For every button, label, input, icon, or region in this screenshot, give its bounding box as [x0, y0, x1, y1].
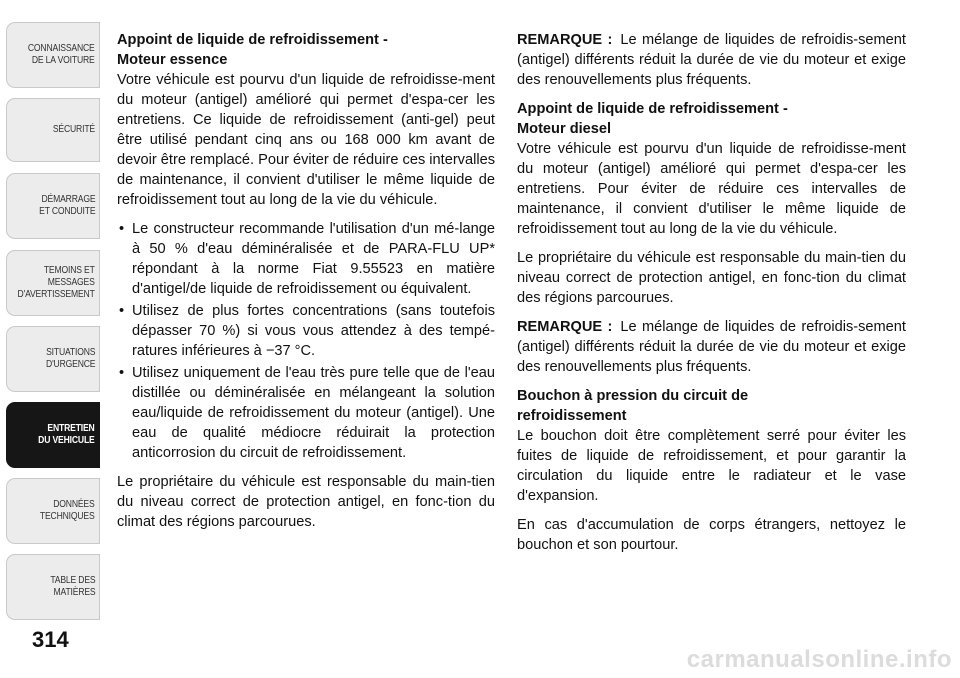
list-item: • Le constructeur recommande l'utilisation d'un mé-lange à 50 % d'eau déminéralisée et de PARA-FLU UP* répondant à la norme Fiat 9.55523 en matière d'antigel/de liquide de refroidissement ou équivalent.: [117, 219, 495, 299]
note-label: REMARQUE :: [517, 32, 613, 48]
tab-demarrage-et-conduite[interactable]: DÉMARRAGE ET CONDUITE: [6, 173, 100, 239]
paragraph: Le propriétaire du véhicule est responsable du main-tien du niveau correct de protection antigel, en fonc-tion du climat des régions parcourues.: [117, 474, 495, 530]
tab-securite[interactable]: SÉCURITÉ: [6, 98, 100, 162]
page-number: 314: [32, 627, 69, 652]
paragraph: En cas d'accumulation de corps étrangers, nettoyez le bouchon et son pourtour.: [517, 517, 906, 553]
note: [517, 30, 906, 90]
section-heading: Appoint de liquide de refroidissement - Moteur diesel: [517, 101, 788, 137]
tab-table-des-matieres[interactable]: TABLE DES MATIÈRES: [6, 554, 100, 620]
paragraph: Le propriétaire du véhicule est responsable du main-tien du niveau correct de protection antigel, en fonc-tion du climat des régions parcourues.: [517, 250, 906, 306]
paragraph: Le bouchon doit être complètement serré pour éviter les fuites de liquide de refroidissement, et pour garantir la circulation du liquide entre le radiateur et le vase d'expansion.: [517, 428, 906, 504]
tab-donnees-techniques[interactable]: DONNÉES TECHNIQUES: [6, 478, 100, 544]
paragraph: Votre véhicule est pourvu d'un liquide de refroidisse-ment du moteur (antigel) amélioré qui permet d'espa-cer les entretiens. Ce liquide de refroidissement (anti-gel) peut être utilisé pendant cinq ans ou 168 000 km avant de devoir être remplacé. Pour éviter de réduire ces intervalles de maintenance, il convient d'utiliser le même liquide de refroidissement tout au long de la vie du véhicule.: [117, 72, 495, 208]
list-item: • Utilisez uniquement de l'eau très pure telle que de l'eau distillée ou déminéralisée en mélangeant la solution eau/liquide de refroidissement du moteur (antigel). Une eau de qualité médiocre réduirait la protection anticorrosion du circuit de refroidissement.: [117, 363, 495, 463]
note-text: Le mélange de liquides de refroidis-sement (antigel) différents réduit la durée de vie du moteur et exige des renouvellements plus fréquents.: [517, 32, 906, 88]
right-column: [517, 30, 906, 564]
tab-connaissance-de-la-voiture[interactable]: CONNAISSANCE DE LA VOITURE: [6, 22, 100, 88]
note-text: Le mélange de liquides de refroidis-sement (antigel) différents réduit la durée de vie du moteur et exige des renouvellements plus fréquents.: [517, 319, 906, 375]
list-item: • Utilisez de plus fortes concentrations (sans toutefois dépasser 70 %) si vous vous attendez à des tempé-ratures inférieures à −37 °C.: [117, 301, 495, 361]
note: [517, 317, 906, 377]
tab-situations-d-urgence[interactable]: SITUATIONS D'URGENCE: [6, 326, 100, 392]
tab-entretien-du-vehicule[interactable]: ENTRETIEN DU VEHICULE: [6, 402, 100, 468]
section-heading: Appoint de liquide de refroidissement - Moteur essence: [117, 32, 388, 68]
bullet-list: [117, 219, 495, 463]
watermark: carmanualsonline.info: [686, 646, 952, 673]
section-heading: Bouchon à pression du circuit de refroidissement: [517, 388, 749, 424]
note-label: REMARQUE :: [517, 319, 613, 335]
tab-temoins-et-messages[interactable]: TEMOINS ET MESSAGES D'AVERTISSEMENT: [6, 250, 100, 316]
left-column: [117, 30, 495, 541]
paragraph: Votre véhicule est pourvu d'un liquide de refroidisse-ment du moteur (antigel) amélioré qui permet d'espa-cer les entretiens. Pour éviter de réduire ces intervalles de maintenance, il convient d'utiliser le même liquide de refroidissement tout au long de la vie du véhicule.: [517, 141, 906, 237]
